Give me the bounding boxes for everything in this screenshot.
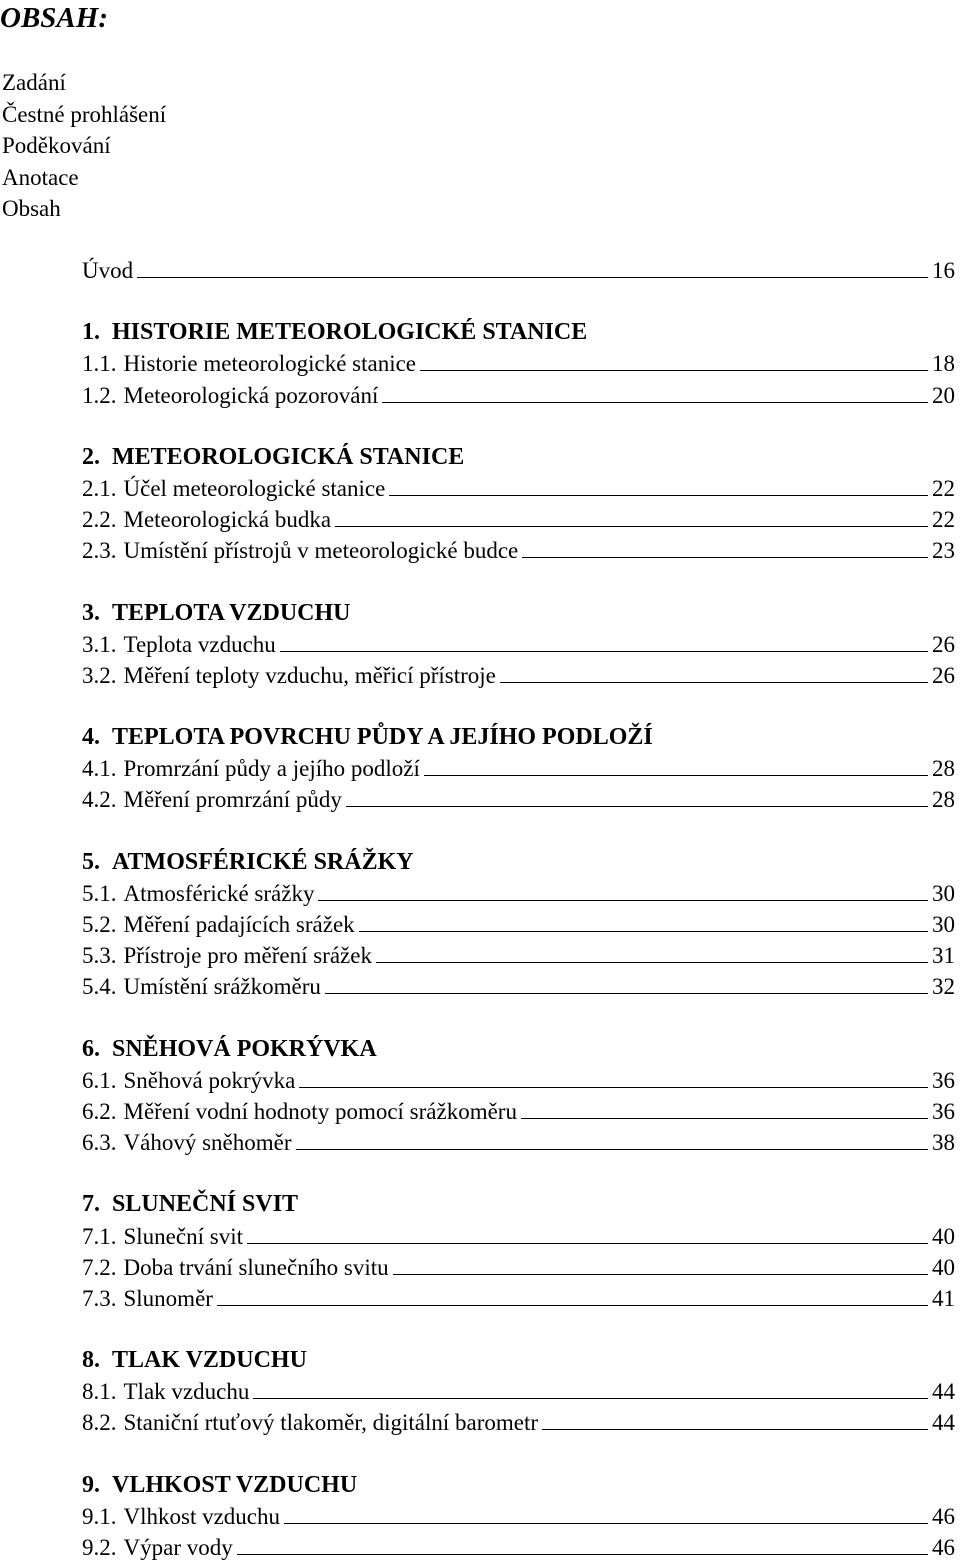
section-number: 3.	[82, 599, 100, 626]
dot-leader	[346, 806, 928, 807]
dot-leader	[521, 1118, 928, 1119]
section-title: VLHKOST VZDUCHU	[112, 1471, 358, 1498]
toc-entry-number: 1.1.	[82, 351, 117, 377]
section-number: 7.	[82, 1191, 100, 1218]
toc-entry-title: Tlak vzduchu	[123, 1379, 250, 1405]
toc-entry-title: Doba trvání slunečního svitu	[123, 1254, 389, 1280]
toc-entry-number: 5.3.	[82, 943, 117, 969]
toc-entry-page: 44	[932, 1379, 955, 1405]
toc-entry[interactable]	[82, 348, 955, 379]
toc-entry[interactable]	[82, 1127, 955, 1158]
toc-entry[interactable]	[82, 504, 955, 535]
toc-entry-title: Sluneční svit	[123, 1223, 243, 1249]
toc-entry[interactable]	[82, 380, 955, 411]
section-title: ATMOSFÉRICKÉ SRÁŽKY	[112, 848, 414, 875]
toc-entry-page: 46	[932, 1503, 955, 1529]
toc-section-heading[interactable]	[82, 317, 955, 348]
dot-leader	[237, 1554, 928, 1555]
toc-entry-page: 44	[932, 1410, 955, 1436]
toc-entry-number: 9.2.	[82, 1535, 117, 1560]
toc-entry-title: Vlhkost vzduchu	[123, 1503, 281, 1529]
section-number: 6.	[82, 1035, 100, 1062]
toc-entry-page: 28	[932, 787, 955, 813]
toc-entry-title: Váhový sněhoměr	[123, 1130, 292, 1156]
toc-entry-number: 7.2.	[82, 1254, 117, 1280]
toc-section-heading[interactable]	[82, 1034, 955, 1065]
toc-entry[interactable]	[82, 1532, 955, 1563]
toc-entry[interactable]	[82, 1501, 955, 1532]
toc-entry-number: 4.2.	[82, 787, 117, 813]
toc-entry-number: 6.3.	[82, 1130, 117, 1156]
toc-entry[interactable]	[82, 1407, 955, 1438]
toc-entry-page: 41	[932, 1285, 955, 1311]
toc-entry-title: Umístění přístrojů v meteorologické budce	[123, 538, 519, 564]
toc-entry[interactable]	[82, 660, 955, 691]
toc-entry-title: Atmosférické srážky	[123, 880, 315, 906]
front-matter-item[interactable]: Poděkování	[2, 133, 111, 158]
section-title: SLUNEČNÍ SVIT	[112, 1191, 299, 1218]
dot-leader	[420, 370, 928, 371]
toc-entry-title: Měření padajících srážek	[123, 912, 355, 937]
toc-entry-page: 36	[932, 1067, 955, 1093]
toc-entry-number: 5.4.	[82, 974, 117, 1000]
toc-entry-number: 4.1.	[82, 756, 117, 782]
toc-entry-page: 40	[932, 1223, 955, 1249]
toc-section-heading[interactable]	[82, 598, 955, 629]
toc-entry[interactable]	[82, 1376, 955, 1407]
toc-entry-page: 36	[932, 1098, 955, 1124]
toc-entry-title: Historie meteorologické stanice	[123, 351, 417, 377]
dot-leader	[335, 526, 928, 527]
toc-entry-page: 16	[932, 258, 955, 283]
dot-leader	[280, 651, 928, 652]
toc-entry-title: Měření teploty vzduchu, měřicí přístroje	[123, 662, 496, 688]
dot-leader	[296, 1149, 929, 1150]
toc-entry-page: 46	[932, 1535, 955, 1560]
front-matter-item[interactable]: Zadání	[2, 70, 66, 95]
section-number: 2.	[82, 443, 100, 470]
section-title: TLAK VZDUCHU	[112, 1347, 307, 1374]
toc-entry-title: Účel meteorologické stanice	[123, 475, 386, 501]
toc-entry-number: 7.1.	[82, 1223, 117, 1249]
dot-leader	[500, 682, 928, 683]
toc-entry[interactable]	[82, 940, 955, 971]
toc-entry-intro[interactable]	[82, 255, 955, 286]
toc-entry-title: Měření promrzání půdy	[123, 787, 342, 813]
toc-entry-page: 32	[932, 974, 955, 1000]
page-title: OBSAH:	[0, 2, 108, 34]
toc-entry-number: 2.2.	[82, 507, 117, 533]
toc-entry-title: Promrzání půdy a jejího podloží	[123, 756, 420, 782]
toc-entry-page: 31	[932, 943, 955, 969]
toc-entry-number: 7.3.	[82, 1285, 117, 1311]
toc-entry[interactable]	[82, 1252, 955, 1283]
dot-leader	[522, 557, 928, 558]
front-matter-item[interactable]: Anotace	[2, 164, 79, 190]
toc-entry[interactable]	[82, 971, 955, 1002]
toc-entry-page: 40	[932, 1254, 955, 1280]
toc-entry-title: Sněhová pokrývka	[123, 1067, 296, 1093]
section-number: 9.	[82, 1471, 100, 1498]
toc-entry-number: 1.2.	[82, 382, 117, 408]
toc-entry-title: Výpar vody	[123, 1535, 233, 1560]
dot-leader	[424, 775, 928, 776]
dot-leader	[137, 277, 928, 278]
toc-entry[interactable]	[82, 473, 955, 504]
toc-entry-page: 22	[932, 507, 955, 533]
toc-entry-number: 8.2.	[82, 1410, 117, 1436]
section-title: SNĚHOVÁ POKRÝVKA	[112, 1035, 377, 1062]
front-matter-item[interactable]: Obsah	[2, 196, 61, 221]
toc-entry-number: 3.1.	[82, 631, 117, 657]
section-number: 8.	[82, 1347, 100, 1374]
dot-leader	[389, 495, 928, 496]
dot-leader	[325, 993, 928, 994]
dot-leader	[382, 402, 928, 403]
toc-entry-title: Teplota vzduchu	[123, 631, 276, 657]
toc-section-heading[interactable]	[82, 1189, 955, 1220]
dot-leader	[299, 1087, 928, 1088]
dot-leader	[542, 1429, 928, 1430]
dot-leader	[253, 1398, 928, 1399]
toc-entry-number: 9.1.	[82, 1503, 117, 1529]
toc-entry-number: 2.3.	[82, 538, 117, 564]
toc-entry[interactable]	[82, 909, 955, 940]
toc-entry[interactable]	[82, 535, 955, 566]
table-of-contents	[82, 255, 955, 1563]
toc-entry[interactable]	[82, 1096, 955, 1127]
front-matter-item[interactable]: Čestné prohlášení	[2, 101, 167, 127]
section-title: TEPLOTA VZDUCHU	[112, 599, 351, 626]
toc-entry-page: 22	[932, 475, 955, 501]
section-title: HISTORIE METEOROLOGICKÉ STANICE	[112, 319, 588, 346]
toc-entry-page: 18	[932, 351, 955, 377]
toc-entry-title: Úvod	[82, 258, 134, 283]
toc-entry[interactable]	[82, 1283, 955, 1314]
dot-leader	[318, 900, 928, 901]
toc-entry[interactable]	[82, 1065, 955, 1096]
toc-entry-title: Přístroje pro měření srážek	[123, 943, 372, 969]
toc-section-heading[interactable]	[82, 847, 955, 878]
toc-entry-number: 5.2.	[82, 912, 117, 937]
toc-entry-page: 28	[932, 756, 955, 782]
dot-leader	[284, 1523, 928, 1524]
section-title: TEPLOTA POVRCHU PŮDY A JEJÍHO PODLOŽÍ	[112, 724, 653, 751]
toc-entry-page: 30	[932, 880, 955, 906]
toc-entry[interactable]	[82, 1221, 955, 1252]
toc-entry-title: Měření vodní hodnoty pomocí srážkoměru	[123, 1098, 517, 1124]
dot-leader	[376, 962, 928, 963]
toc-entry[interactable]	[82, 753, 955, 784]
toc-entry-page: 20	[932, 382, 955, 408]
toc-entry-number: 3.2.	[82, 662, 117, 688]
toc-entry-title: Meteorologická pozorování	[123, 382, 379, 408]
section-title: METEOROLOGICKÁ STANICE	[112, 443, 465, 470]
dot-leader	[393, 1274, 928, 1275]
toc-entry-number: 6.1.	[82, 1067, 117, 1093]
toc-entry-page: 26	[932, 631, 955, 657]
dot-leader	[247, 1243, 928, 1244]
dot-leader	[217, 1305, 928, 1306]
toc-entry-page: 23	[932, 538, 955, 564]
toc-entry-number: 6.2.	[82, 1098, 117, 1124]
toc-entry[interactable]	[82, 878, 955, 909]
front-matter-list	[2, 67, 166, 225]
section-number: 1.	[82, 319, 100, 346]
toc-section-heading[interactable]	[82, 1345, 955, 1376]
dot-leader	[359, 931, 928, 932]
toc-entry-title: Slunoměr	[123, 1285, 213, 1311]
toc-entry-title: Meteorologická budka	[123, 507, 332, 533]
section-number: 4.	[82, 724, 100, 751]
toc-entry[interactable]	[82, 629, 955, 660]
toc-section-heading[interactable]	[82, 722, 955, 753]
toc-entry-page: 38	[932, 1130, 955, 1156]
toc-section-heading[interactable]	[82, 442, 955, 473]
toc-entry-number: 5.1.	[82, 880, 117, 906]
toc-entry-title: Umístění srážkoměru	[123, 974, 321, 1000]
toc-entry-number: 2.1.	[82, 475, 117, 501]
toc-section-heading[interactable]	[82, 1470, 955, 1501]
toc-entry-page: 26	[932, 662, 955, 688]
toc-entry-page: 30	[932, 912, 955, 937]
toc-entry[interactable]	[82, 784, 955, 815]
toc-entry-title: Staniční rtuťový tlakoměr, digitální barometr	[123, 1410, 539, 1436]
toc-entry-number: 8.1.	[82, 1379, 117, 1405]
section-number: 5.	[82, 848, 100, 875]
